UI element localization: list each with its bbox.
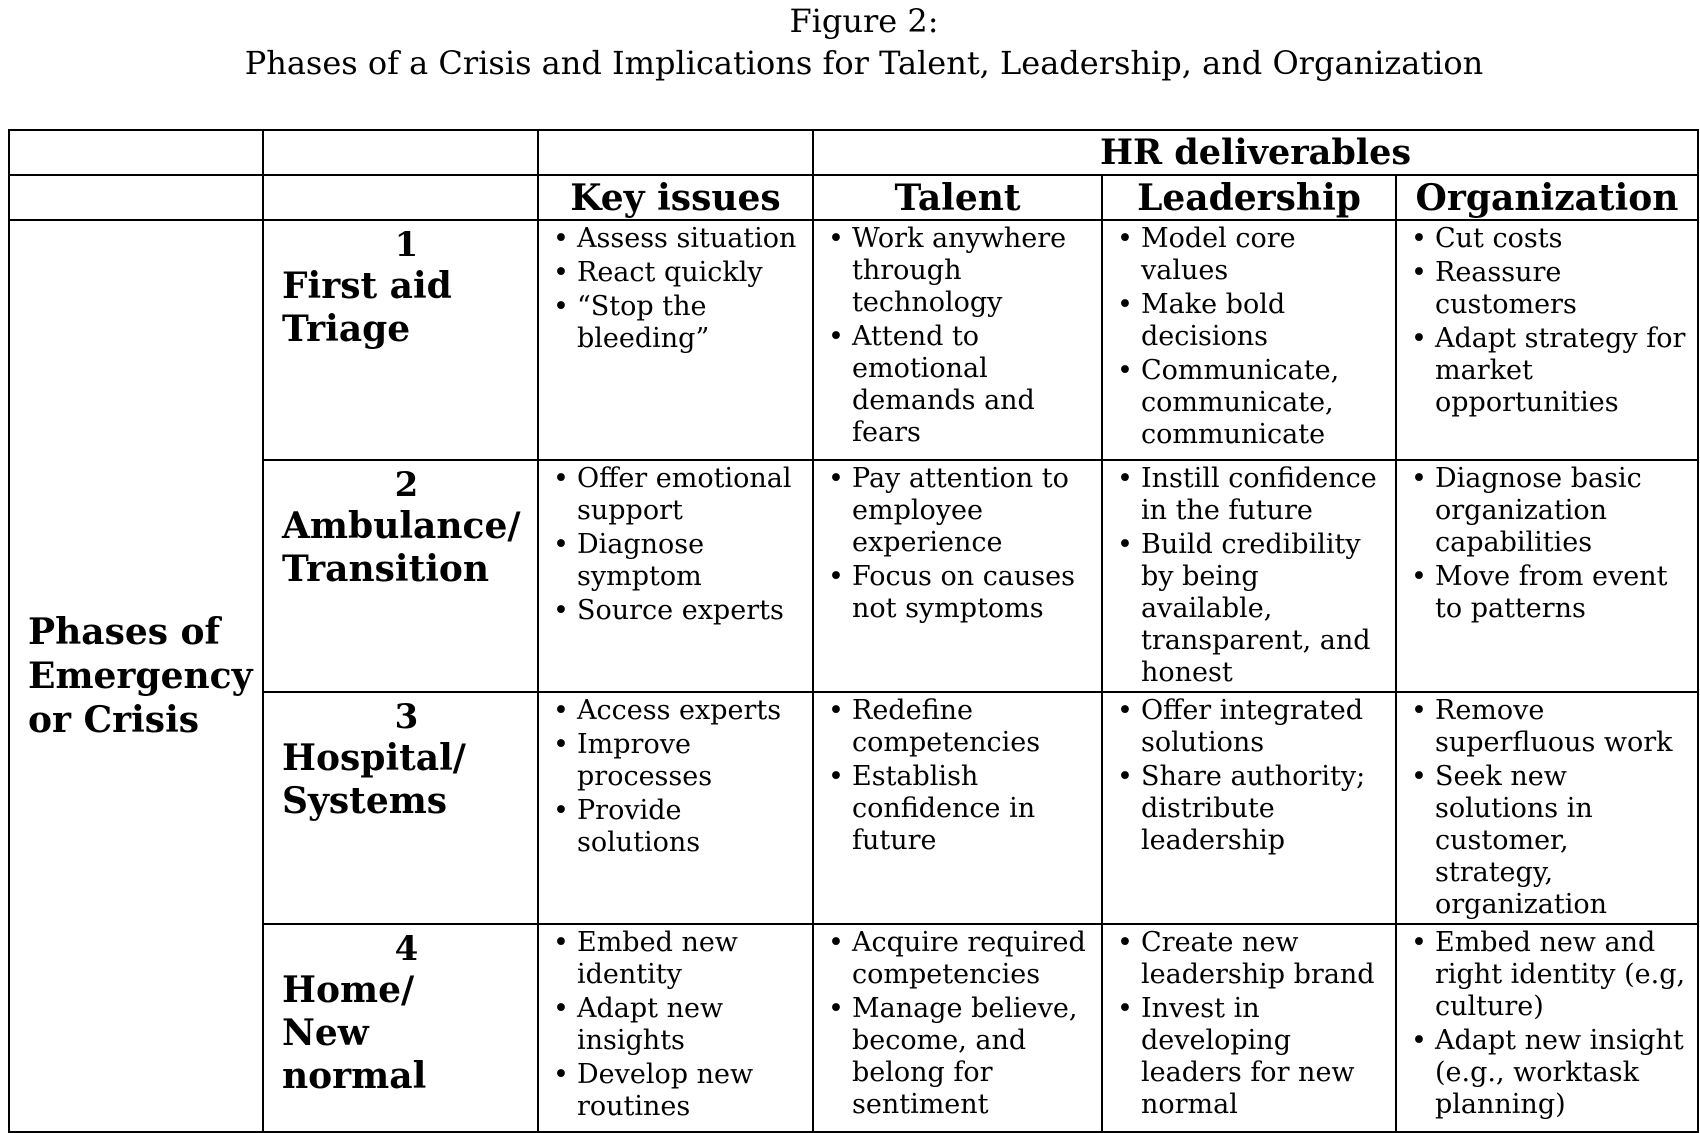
talent-cell [813,460,1102,692]
list-item: • Move from event to patterns [1411,561,1693,625]
leadership-cell [1102,220,1396,460]
list-item: • Offer emotional support [553,463,808,527]
key-issues-cell [538,220,813,460]
key-issues-cell [538,460,813,692]
blank-header-cell [263,175,538,220]
list-item: • Embed new identity [553,927,808,991]
row-label-line: or Crisis [28,699,200,741]
phase-name-line: First aid [282,265,452,307]
leadership-cell [1102,924,1396,1132]
list-item: • Pay attention to employee experience [828,463,1097,559]
organization-cell [1396,460,1698,692]
list-item: • Diagnose symptom [553,529,808,593]
leadership-cell [1102,460,1396,692]
list-item: • Focus on causes not symptoms [828,561,1097,625]
list-item: • Source experts [553,595,808,627]
phase-row [9,692,1698,924]
phase-number: 1 [394,225,419,265]
phase-number: 3 [394,697,419,737]
phase-row [9,924,1698,1132]
organization-cell [1396,924,1698,1132]
talent-cell [813,692,1102,924]
list-item: • React quickly [553,257,808,289]
phase-title-cell [263,924,538,1132]
phase-name-line: Systems [282,780,448,822]
list-item: • Make bold decisions [1117,289,1391,353]
list-item: • Establish confidence in future [828,761,1097,857]
list-item: • Access experts [553,695,808,727]
list-item: • Acquire required competencies [828,927,1097,991]
list-item: • Reassure customers [1411,257,1693,321]
list-item: • Improve processes [553,729,808,793]
phase-title-cell [263,692,538,924]
list-item: • Assess situation [553,223,808,255]
list-item: • Seek new solutions in customer, strategy, organization [1411,761,1693,921]
phase-name-line: Hospital/ [282,737,466,779]
phase-number: 4 [394,929,419,969]
phase-title-cell [263,220,538,460]
list-item: • Build credibility by being available, transparent, and honest [1117,529,1391,689]
column-header-talent: Talent [813,175,1102,220]
organization-cell [1396,220,1698,460]
list-item: • Adapt strategy for market opportunities [1411,323,1693,419]
phase-name-line: Transition [282,548,490,590]
phase-title-cell [263,460,538,692]
header-row-columns [9,175,1698,220]
list-item: • Model core values [1117,223,1391,287]
column-header-organization: Organization [1396,175,1698,220]
header-row-top [9,130,1698,175]
list-item: • Diagnose basic organization capabilities [1411,463,1693,559]
phase-row [9,220,1698,460]
list-item: • Adapt new insight (e.g., worktask planning) [1411,1025,1693,1121]
list-item: • Work anywhere through technology [828,223,1097,319]
phase-name-line: normal [282,1055,427,1097]
list-item: • Communicate, communicate, communicate [1117,355,1391,451]
phase-row [9,460,1698,692]
phase-number: 2 [394,465,419,505]
list-item: • “Stop the bleeding” [553,291,808,355]
phase-name-line: Home/ [282,969,415,1011]
list-item: • Share authority; distribute leadership [1117,761,1391,857]
organization-cell [1396,692,1698,924]
list-item: • Attend to emotional demands and fears [828,321,1097,449]
column-header-leadership: Leadership [1102,175,1396,220]
blank-header-cell [9,130,263,175]
phase-name-line: Triage [282,308,411,350]
list-item: • Invest in developing leaders for new normal [1117,993,1391,1121]
leadership-cell [1102,692,1396,924]
list-item: • Embed new and right identity (e.g, culture) [1411,927,1693,1023]
hr-deliverables-header: HR deliverables [813,130,1698,175]
phase-name-line: New [282,1012,369,1054]
list-item: • Adapt new insights [553,993,808,1057]
list-item: • Provide solutions [553,795,808,859]
list-item: • Create new leadership brand [1117,927,1391,991]
blank-header-cell [9,175,263,220]
blank-header-cell [263,130,538,175]
talent-cell [813,924,1102,1132]
list-item: • Cut costs [1411,223,1693,255]
crisis-phases-table [8,129,1699,1133]
phases-row-label [9,220,263,1132]
phase-name-line: Ambulance/ [282,505,521,547]
row-label-line: Phases of [28,611,221,653]
list-item: • Redefine competencies [828,695,1097,759]
row-label-line: Emergency [28,655,253,697]
list-item: • Remove superfluous work [1411,695,1693,759]
list-item: • Develop new routines [553,1059,808,1123]
talent-cell [813,220,1102,460]
list-item: • Manage believe, become, and belong for sentiment [828,993,1097,1121]
blank-header-cell [538,130,813,175]
column-header-key-issues: Key issues [538,175,813,220]
figure-label: Figure 2: [789,2,939,40]
figure-title: Phases of a Crisis and Implications for Talent, Leadership, and Organization [244,44,1484,82]
key-issues-cell [538,692,813,924]
key-issues-cell [538,924,813,1132]
list-item: • Offer integrated solutions [1117,695,1391,759]
list-item: • Instill confidence in the future [1117,463,1391,527]
